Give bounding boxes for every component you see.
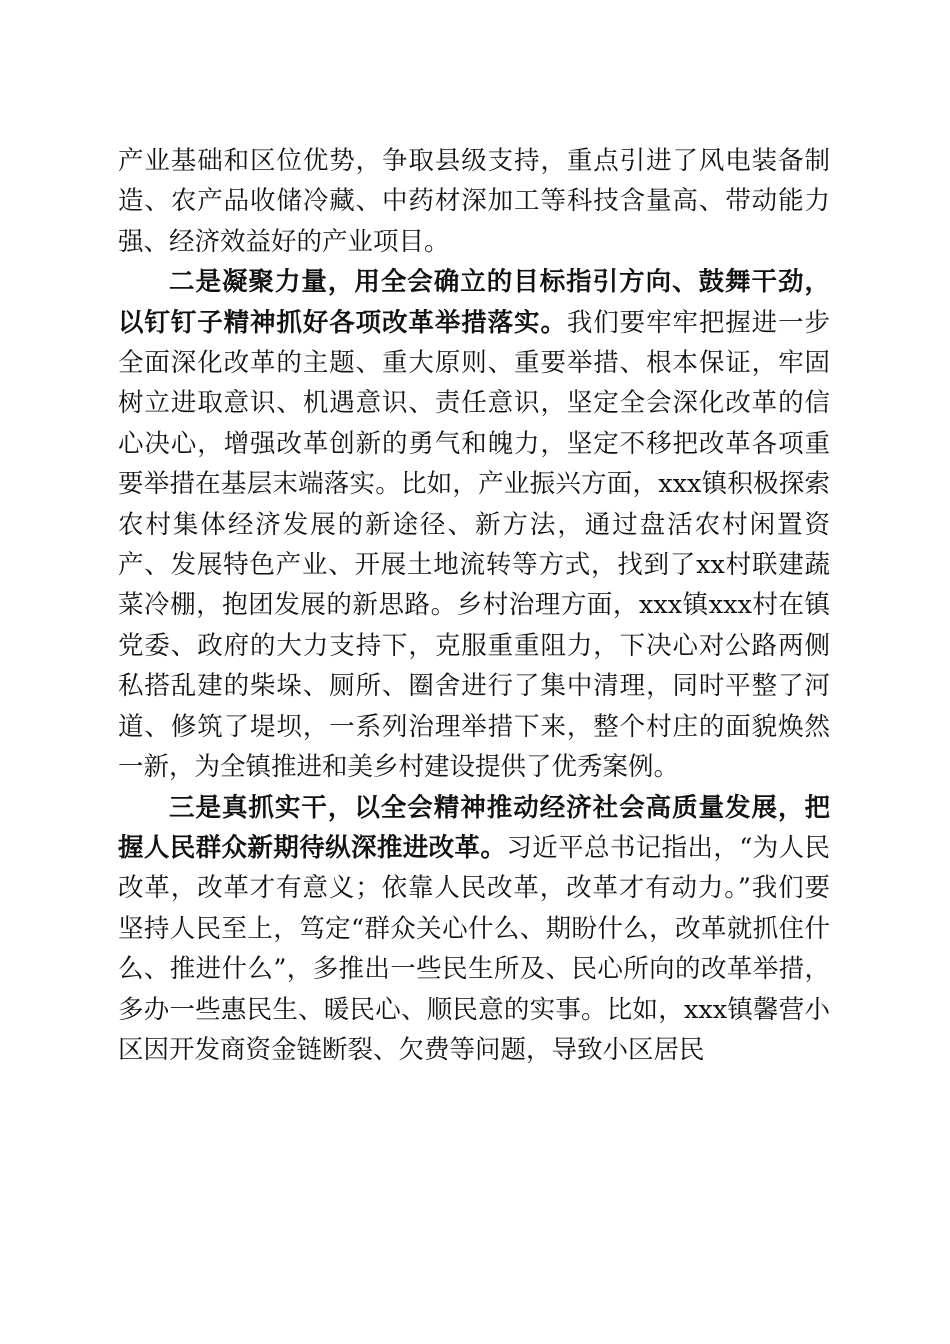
paragraph-1-text: 产业基础和区位优势，争取县级支持，重点引进了风电装备制造、农产品收储冷藏、中药材深加工等科技含量高、带动能力强、经济效益好的产业项目。 — [118, 146, 830, 257]
paragraph-point-two — [118, 262, 830, 787]
paragraph-continuation — [118, 141, 830, 262]
document-body — [118, 141, 830, 1070]
paragraph-2-lead: 二是凝聚力量，用全会确立的目标指引方向、鼓舞干劲，以钉钉子精神抓好各项改革举措落实。 — [118, 267, 830, 338]
paragraph-3-text: 习近平总书记指出，“为人民改革，改革才有意义；依靠人民改革，改革才有动力。”我们要坚持人民至上，笃定“群众关心什么、期盼什么，改革就抓住什么、推进什么”，多推出一些民生所及、民心所向的改革举措，多办一些惠民生、暖民心、顺民意的实事。比如，xxx镇馨营小区因开发商资金链断裂、欠费等问题，导致小区居民 — [118, 832, 830, 1065]
paragraph-3-lead: 三是真抓实干，以全会精神推动经济社会高质量发展，把握人民群众新期待纵深推进改革。 — [118, 792, 830, 863]
paragraph-2-text: 我们要牢牢把握进一步全面深化改革的主题、重大原则、重要举措、根本保证，牢固树立进取意识、机遇意识、责任意识，坚定全会深化改革的信心决心，增强改革创新的勇气和魄力，坚定不移把改革各项重要举措在基层末端落实。比如，产业振兴方面，xxx镇积极探索农村集体经济发展的新途径、新方法，通过盘活农村闲置资产、发展特色产业、开展土地流转等方式，找到了xx村联建蔬菜冷棚，抱团发展的新思路。乡村治理方面，xxx镇xxx村在镇党委、政府的大力支持下，克服重重阻力，下决心对公路两侧私搭乱建的柴垛、厕所、圈舍进行了集中清理，同时平整了河道、修筑了堤坝，一系列治理举措下来，整个村庄的面貌焕然一新，为全镇推进和美乡村建设提供了优秀案例。 — [118, 307, 830, 783]
paragraph-point-three — [118, 788, 830, 1071]
